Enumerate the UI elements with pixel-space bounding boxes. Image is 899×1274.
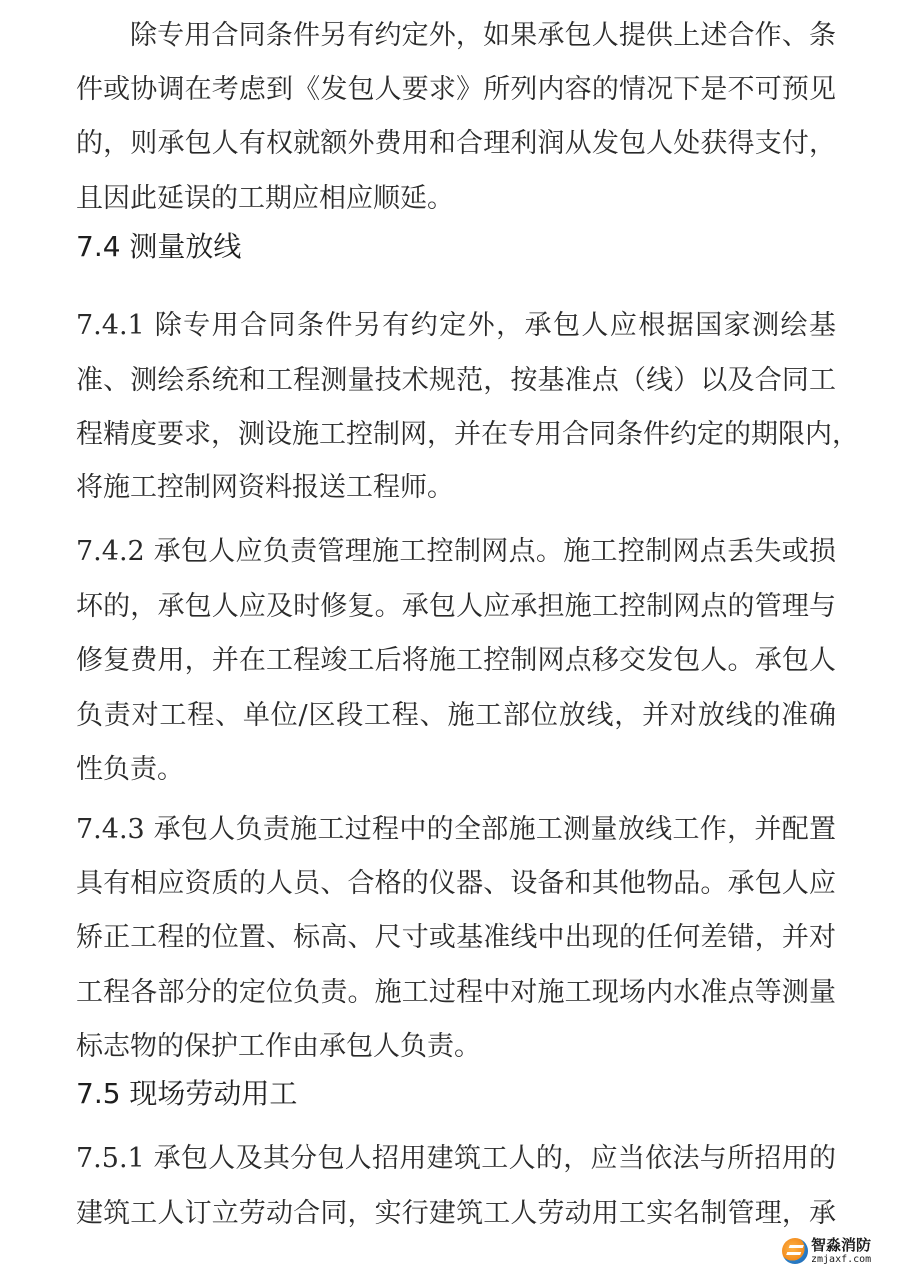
clause-7-4-3-line-1: 7.4.3 承包人负责施工过程中的全部施工测量放线工作，并配置 bbox=[76, 814, 836, 845]
clause-7-5-1-line-1: 7.5.1 承包人及其分包人招用建筑工人的，应当依法与所招用的 bbox=[76, 1143, 836, 1174]
watermark bbox=[782, 1233, 892, 1269]
intro-line-4: 且因此延误的工期应相应顺延。 bbox=[76, 183, 454, 214]
clause-7-4-1-line-1: 7.4.1 除专用合同条件另有约定外，承包人应根据国家测绘基 bbox=[76, 310, 836, 341]
clause-7-4-3-line-4: 工程各部分的定位负责。施工过程中对施工现场内水准点等测量 bbox=[76, 977, 836, 1008]
clause-7-5-1-line-2: 建筑工人订立劳动合同，实行建筑工人劳动用工实名制管理，承 bbox=[76, 1198, 836, 1229]
clause-7-4-1-line-2: 准、测绘系统和工程测量技术规范，按基准点（线）以及合同工 bbox=[76, 365, 836, 396]
zm-logo-icon bbox=[782, 1238, 808, 1264]
clause-7-4-2-line-5: 性负责。 bbox=[76, 754, 184, 785]
clause-7-4-2-line-4: 负责对工程、单位/区段工程、施工部位放线，并对放线的准确 bbox=[76, 700, 836, 731]
clause-7-4-1-line-4: 将施工控制网资料报送工程师。 bbox=[76, 472, 454, 503]
intro-line-3: 的，则承包人有权就额外费用和合理利润从发包人处获得支付， bbox=[76, 128, 836, 159]
clause-7-4-3-line-2: 具有相应资质的人员、合格的仪器、设备和其他物品。承包人应 bbox=[76, 868, 836, 899]
intro-line-1: 除专用合同条件另有约定外，如果承包人提供上述合作、条 bbox=[130, 20, 836, 51]
section-heading-7-5: 7.5 现场劳动用工 bbox=[76, 1077, 298, 1110]
watermark-url: zmjaxf.com bbox=[811, 1253, 872, 1265]
watermark-text bbox=[811, 1235, 872, 1265]
intro-line-2: 件或协调在考虑到《发包人要求》所列内容的情况下是不可预见 bbox=[76, 74, 836, 105]
section-heading-7-4: 7.4 测量放线 bbox=[76, 230, 242, 263]
clause-7-4-2-line-2: 坏的，承包人应及时修复。承包人应承担施工控制网点的管理与 bbox=[76, 591, 836, 622]
clause-7-4-2-line-1: 7.4.2 承包人应负责管理施工控制网点。施工控制网点丢失或损 bbox=[76, 536, 836, 567]
watermark-name: 智淼消防 bbox=[811, 1235, 872, 1254]
clause-7-4-3-line-3: 矫正工程的位置、标高、尺寸或基准线中出现的任何差错，并对 bbox=[76, 922, 836, 953]
clause-7-4-1-line-3: 程精度要求，测设施工控制网，并在专用合同条件约定的期限内， bbox=[76, 419, 859, 450]
clause-7-4-3-line-5: 标志物的保护工作由承包人负责。 bbox=[76, 1031, 481, 1062]
clause-7-4-2-line-3: 修复费用，并在工程竣工后将施工控制网点移交发包人。承包人 bbox=[76, 645, 836, 676]
